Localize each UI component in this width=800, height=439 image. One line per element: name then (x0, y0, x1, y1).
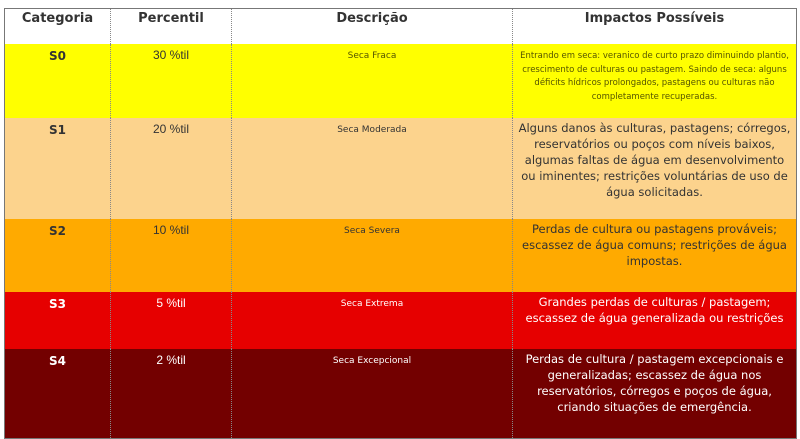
description-cell: Seca Moderada (232, 118, 513, 219)
table-row (5, 349, 797, 439)
category-cell: S3 (5, 292, 111, 349)
description-cell: Seca Extrema (232, 292, 513, 349)
percentile-cell: 20 %til (111, 118, 232, 219)
impacts-cell: Perdas de cultura / pastagem excepcionais e generalizadas; escassez de água nos reservatórios, córregos e poços de água, criando situações de emergência. (513, 349, 797, 439)
header-categoria: Categoria (5, 9, 111, 45)
impacts-cell: Entrando em seca: veranico de curto prazo diminuindo plantio, crescimento de culturas ou pastagem. Saindo de seca: alguns déficits hídricos prolongados, pastagens ou culturas não completamente recuperadas. (513, 44, 797, 118)
table-row (5, 219, 797, 292)
percentile-cell: 10 %til (111, 219, 232, 292)
category-cell: S1 (5, 118, 111, 219)
description-cell: Seca Excepcional (232, 349, 513, 439)
category-cell: S0 (5, 44, 111, 118)
drought-category-table (4, 8, 797, 439)
table-row (5, 118, 797, 219)
header-descricao: Descrição (232, 9, 513, 45)
impacts-cell: Grandes perdas de culturas / pastagem; escassez de água generalizada ou restrições (513, 292, 797, 349)
table-row (5, 292, 797, 349)
description-cell: Seca Severa (232, 219, 513, 292)
table-header-row (5, 9, 797, 45)
percentile-cell: 30 %til (111, 44, 232, 118)
percentile-cell: 2 %til (111, 349, 232, 439)
impacts-cell: Alguns danos às culturas, pastagens; córregos, reservatórios ou poços com níveis baixos, algumas faltas de água em desenvolvimento ou iminentes; restrições voluntárias de uso de água solicitadas. (513, 118, 797, 219)
description-cell: Seca Fraca (232, 44, 513, 118)
header-percentil: Percentil (111, 9, 232, 45)
impacts-cell: Perdas de cultura ou pastagens prováveis; escassez de água comuns; restrições de água impostas. (513, 219, 797, 292)
table-row (5, 44, 797, 118)
category-cell: S2 (5, 219, 111, 292)
category-cell: S4 (5, 349, 111, 439)
header-impactos: Impactos Possíveis (513, 9, 797, 45)
percentile-cell: 5 %til (111, 292, 232, 349)
